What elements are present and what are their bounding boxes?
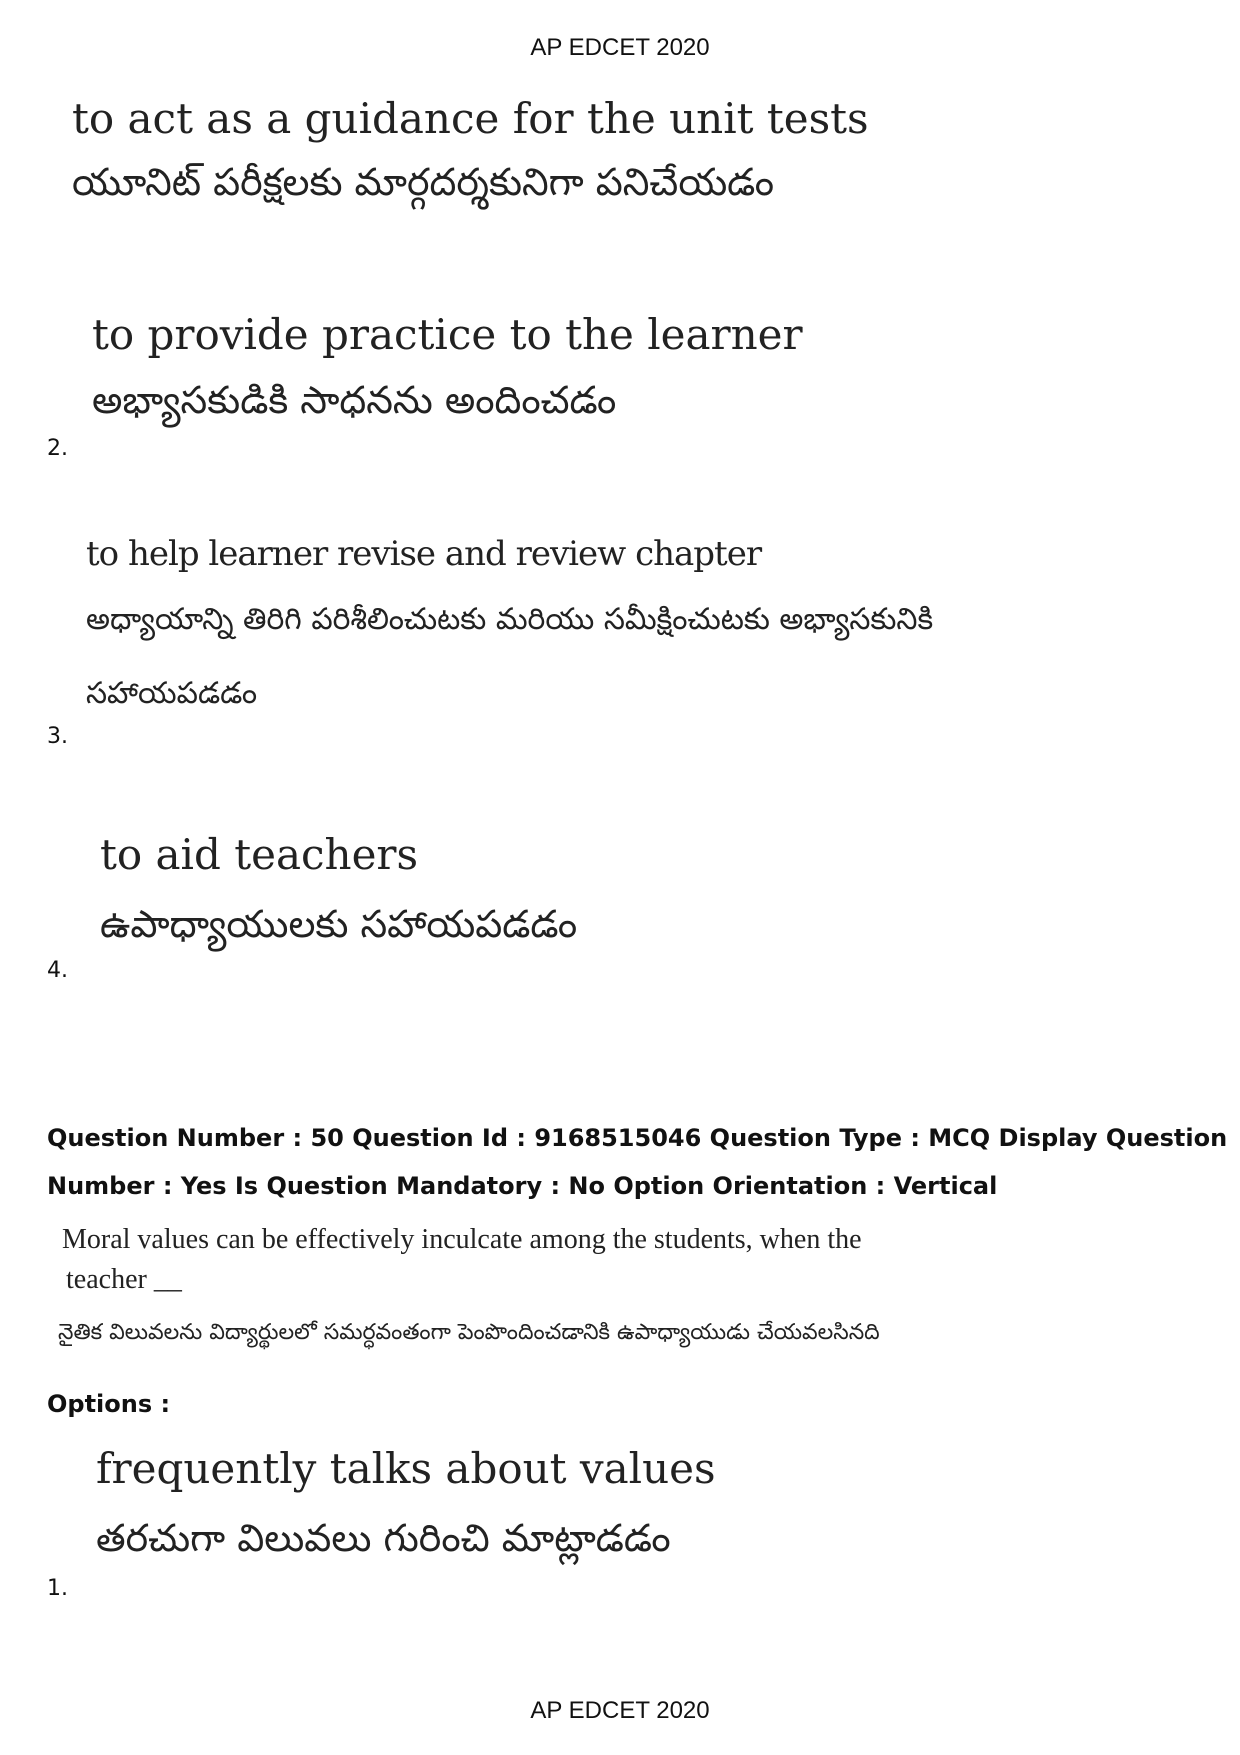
option-3-english: to help learner revise and review chapter <box>86 534 762 574</box>
q50-option-1-telugu: తరచుగా విలువలు గురించి మాట్లాడడం <box>96 1516 671 1560</box>
page-header: AP EDCET 2020 <box>530 34 710 61</box>
question-text-english-line1: Moral values can be effectively inculcate among the students, when the <box>62 1224 862 1255</box>
question-meta-line1: Question Number : 50 Question Id : 9168515046 Question Type : MCQ Display Question <box>47 1124 1228 1152</box>
page-footer: AP EDCET 2020 <box>530 1697 710 1724</box>
option-2-telugu: అభ్యాసకుడికి సాధనను అందించడం <box>92 378 617 422</box>
option-1-telugu: యూనిట్ పరీక్షలకు మార్గదర్శకునిగా పనిచేయడం <box>72 160 774 204</box>
option-3-number: 3. <box>47 724 68 749</box>
question-meta-line2: Number : Yes Is Question Mandatory : No Option Orientation : Vertical <box>47 1172 998 1200</box>
question-text-english-line2: teacher __ <box>66 1264 182 1295</box>
option-4-telugu: ఉపాధ్యాయులకు సహాయపడడం <box>100 902 578 946</box>
question-text-telugu: నైతిక విలువలను విద్యార్థులలో సమర్ధవంతంగా పెంపొందించడానికి ఉపాధ్యాయుడు చేయవలసినది <box>58 1320 880 1345</box>
option-3-telugu-line1: అధ్యాయాన్ని తిరిగి పరిశీలించుటకు మరియు సమీక్షించుటకు అభ్యాసకునికి <box>86 602 934 637</box>
option-4-number: 4. <box>47 958 68 983</box>
option-2-number: 2. <box>47 436 68 461</box>
option-4-english: to aid teachers <box>100 830 419 879</box>
q50-option-1-number: 1. <box>47 1576 68 1601</box>
option-1-english: to act as a guidance for the unit tests <box>72 94 869 143</box>
q50-option-1-english: frequently talks about values <box>96 1444 716 1493</box>
option-2-english: to provide practice to the learner <box>92 310 803 359</box>
option-3-telugu-line2: సహాయపడడం <box>86 676 258 711</box>
options-label: Options : <box>47 1390 171 1418</box>
